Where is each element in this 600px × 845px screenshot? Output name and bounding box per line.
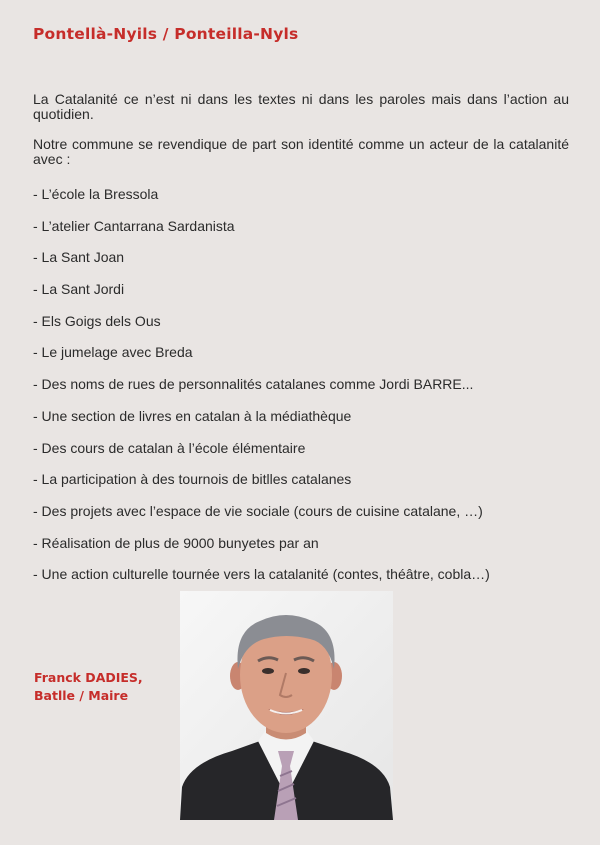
list-item: - Des projets avec l’espace de vie sociale (cours de cuisine catalane, …): [33, 502, 483, 519]
list-item: - La Sant Jordi: [33, 281, 125, 298]
list-item: - Le jumelage avec Breda: [33, 344, 193, 361]
list-item: - Une section de livres en catalan à la médiathèque: [33, 407, 352, 424]
list-item: - Une action culturelle tournée vers la catalanité (contes, théâtre, cobla…): [33, 566, 490, 583]
list-item: - Des noms de rues de personnalités catalanes comme Jordi BARRE...: [33, 376, 474, 393]
mayor-name: Franck DADIES,: [34, 670, 143, 685]
list-item: - L’école la Bressola: [33, 186, 159, 202]
intro-paragraph-2: Notre commune se revendique de part son identité comme un acteur de la catalanité avec :: [33, 136, 569, 167]
list-item: - La Sant Joan: [33, 249, 125, 266]
catalanite-list: [33, 186, 573, 598]
list-item: - Els Goigs dels Ous: [33, 312, 161, 329]
mayor-title: Batlle / Maire: [34, 688, 129, 703]
mayor-portrait-photo: [180, 591, 393, 820]
list-item: - L’atelier Cantarrana Sardanista: [33, 217, 235, 234]
list-item: - Réalisation de plus de 9000 bunyetes par an: [33, 534, 319, 551]
intro-text: [33, 92, 569, 182]
list-item: - La participation à des tournois de bitlles catalanes: [33, 471, 352, 488]
list-item: - Des cours de catalan à l’école élémentaire: [33, 439, 306, 456]
intro-paragraph-1: La Catalanité ce n’est ni dans les textes ni dans les paroles mais dans l’action au quotidien.: [33, 91, 569, 122]
mayor-signature: [34, 669, 143, 705]
page-title: Pontellà-Nyils / Ponteilla-Nyls: [33, 25, 299, 43]
